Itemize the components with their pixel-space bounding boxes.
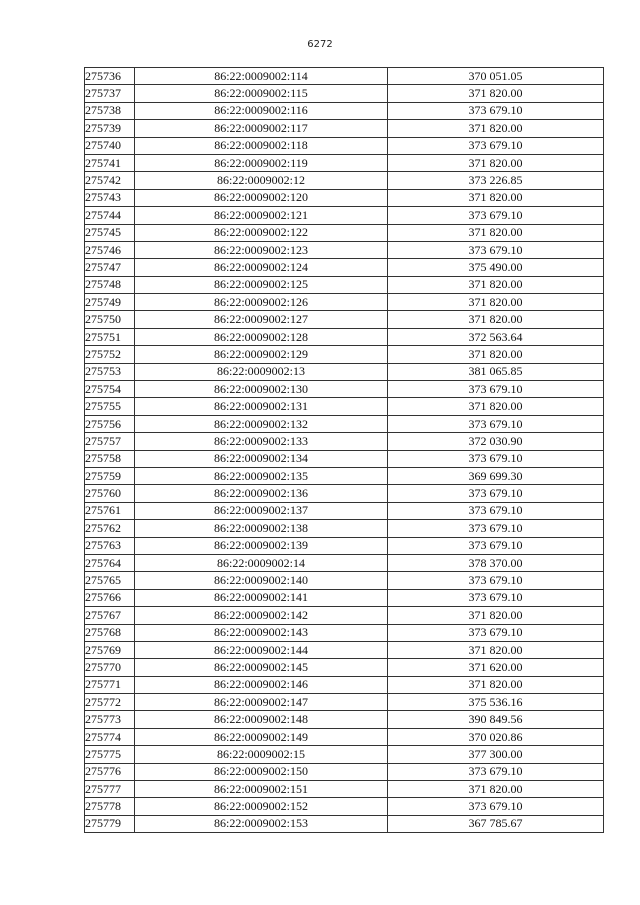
cadastral-value-cell: 373 679.10 — [388, 502, 604, 519]
table-row — [85, 311, 604, 328]
table-row — [85, 224, 604, 241]
table-row — [85, 728, 604, 745]
row-number-cell: 275758 — [85, 450, 135, 467]
table-row — [85, 415, 604, 432]
cadastral-value-cell: 371 820.00 — [388, 311, 604, 328]
row-number-cell: 275768 — [85, 624, 135, 641]
row-number-cell: 275779 — [85, 815, 135, 832]
cadastral-value-cell: 369 699.30 — [388, 467, 604, 484]
table-row — [85, 276, 604, 293]
cadastral-value-cell: 371 620.00 — [388, 659, 604, 676]
table-row — [85, 624, 604, 641]
cadastral-value-cell: 373 679.10 — [388, 520, 604, 537]
table-row — [85, 781, 604, 798]
table-body — [85, 68, 604, 833]
cadastral-number-cell: 86:22:0009002:153 — [135, 815, 388, 832]
table-row — [85, 659, 604, 676]
row-number-cell: 275760 — [85, 485, 135, 502]
cadastral-number-cell: 86:22:0009002:13 — [135, 363, 388, 380]
table-row — [85, 607, 604, 624]
table-row — [85, 259, 604, 276]
cadastral-value-table — [84, 67, 604, 833]
table-row — [85, 241, 604, 258]
row-number-cell: 275770 — [85, 659, 135, 676]
row-number-cell: 275754 — [85, 381, 135, 398]
cadastral-value-cell: 371 820.00 — [388, 676, 604, 693]
cadastral-value-cell: 371 820.00 — [388, 346, 604, 363]
table-row — [85, 172, 604, 189]
table-row — [85, 433, 604, 450]
table-row — [85, 102, 604, 119]
cadastral-value-cell: 373 226.85 — [388, 172, 604, 189]
cadastral-value-cell: 373 679.10 — [388, 450, 604, 467]
table-row — [85, 363, 604, 380]
cadastral-value-cell: 373 679.10 — [388, 102, 604, 119]
cadastral-value-cell: 373 679.10 — [388, 415, 604, 432]
cadastral-number-cell: 86:22:0009002:141 — [135, 589, 388, 606]
table-row — [85, 68, 604, 85]
cadastral-number-cell: 86:22:0009002:121 — [135, 207, 388, 224]
cadastral-number-cell: 86:22:0009002:143 — [135, 624, 388, 641]
cadastral-number-cell: 86:22:0009002:14 — [135, 554, 388, 571]
row-number-cell: 275747 — [85, 259, 135, 276]
cadastral-value-cell: 371 820.00 — [388, 398, 604, 415]
cadastral-value-cell: 377 300.00 — [388, 746, 604, 763]
cadastral-number-cell: 86:22:0009002:117 — [135, 120, 388, 137]
table-row — [85, 398, 604, 415]
table-row — [85, 485, 604, 502]
table-row — [85, 450, 604, 467]
row-number-cell: 275775 — [85, 746, 135, 763]
row-number-cell: 275778 — [85, 798, 135, 815]
cadastral-number-cell: 86:22:0009002:142 — [135, 607, 388, 624]
cadastral-number-cell: 86:22:0009002:131 — [135, 398, 388, 415]
cadastral-number-cell: 86:22:0009002:134 — [135, 450, 388, 467]
cadastral-number-cell: 86:22:0009002:15 — [135, 746, 388, 763]
cadastral-value-cell: 373 679.10 — [388, 572, 604, 589]
cadastral-number-cell: 86:22:0009002:120 — [135, 189, 388, 206]
table-row — [85, 502, 604, 519]
row-number-cell: 275742 — [85, 172, 135, 189]
row-number-cell: 275739 — [85, 120, 135, 137]
row-number-cell: 275745 — [85, 224, 135, 241]
cadastral-number-cell: 86:22:0009002:115 — [135, 85, 388, 102]
row-number-cell: 275753 — [85, 363, 135, 380]
row-number-cell: 275738 — [85, 102, 135, 119]
row-number-cell: 275759 — [85, 467, 135, 484]
cadastral-value-cell: 371 820.00 — [388, 607, 604, 624]
cadastral-value-cell: 371 820.00 — [388, 224, 604, 241]
cadastral-number-cell: 86:22:0009002:128 — [135, 328, 388, 345]
cadastral-number-cell: 86:22:0009002:145 — [135, 659, 388, 676]
cadastral-value-cell: 373 679.10 — [388, 241, 604, 258]
cadastral-value-cell: 371 820.00 — [388, 294, 604, 311]
table-row — [85, 676, 604, 693]
cadastral-number-cell: 86:22:0009002:123 — [135, 241, 388, 258]
page-number: 6272 — [307, 39, 333, 50]
cadastral-number-cell: 86:22:0009002:147 — [135, 694, 388, 711]
row-number-cell: 275748 — [85, 276, 135, 293]
table-row — [85, 189, 604, 206]
table-row — [85, 381, 604, 398]
row-number-cell: 275756 — [85, 415, 135, 432]
cadastral-value-cell: 371 820.00 — [388, 189, 604, 206]
cadastral-number-cell: 86:22:0009002:116 — [135, 102, 388, 119]
table-row — [85, 294, 604, 311]
row-number-cell: 275776 — [85, 763, 135, 780]
cadastral-number-cell: 86:22:0009002:125 — [135, 276, 388, 293]
cadastral-value-cell: 373 679.10 — [388, 137, 604, 154]
row-number-cell: 275746 — [85, 241, 135, 258]
cadastral-number-cell: 86:22:0009002:130 — [135, 381, 388, 398]
row-number-cell: 275771 — [85, 676, 135, 693]
cadastral-number-cell: 86:22:0009002:140 — [135, 572, 388, 589]
cadastral-value-cell: 371 820.00 — [388, 276, 604, 293]
table-row — [85, 520, 604, 537]
cadastral-value-cell: 373 679.10 — [388, 485, 604, 502]
table-row — [85, 711, 604, 728]
cadastral-number-cell: 86:22:0009002:132 — [135, 415, 388, 432]
cadastral-value-cell: 372 030.90 — [388, 433, 604, 450]
row-number-cell: 275769 — [85, 641, 135, 658]
cadastral-value-cell: 367 785.67 — [388, 815, 604, 832]
row-number-cell: 275765 — [85, 572, 135, 589]
row-number-cell: 275741 — [85, 154, 135, 171]
row-number-cell: 275752 — [85, 346, 135, 363]
cadastral-number-cell: 86:22:0009002:129 — [135, 346, 388, 363]
row-number-cell: 275750 — [85, 311, 135, 328]
cadastral-number-cell: 86:22:0009002:114 — [135, 68, 388, 85]
cadastral-number-cell: 86:22:0009002:152 — [135, 798, 388, 815]
row-number-cell: 275761 — [85, 502, 135, 519]
table-row — [85, 694, 604, 711]
row-number-cell: 275772 — [85, 694, 135, 711]
row-number-cell: 275744 — [85, 207, 135, 224]
table-row — [85, 85, 604, 102]
cadastral-number-cell: 86:22:0009002:124 — [135, 259, 388, 276]
row-number-cell: 275743 — [85, 189, 135, 206]
row-number-cell: 275737 — [85, 85, 135, 102]
table-row — [85, 154, 604, 171]
table-row — [85, 328, 604, 345]
cadastral-number-cell: 86:22:0009002:148 — [135, 711, 388, 728]
table-row — [85, 572, 604, 589]
row-number-cell: 275764 — [85, 554, 135, 571]
table-row — [85, 641, 604, 658]
table-row — [85, 798, 604, 815]
cadastral-number-cell: 86:22:0009002:135 — [135, 467, 388, 484]
cadastral-value-cell: 371 820.00 — [388, 120, 604, 137]
table-row — [85, 746, 604, 763]
cadastral-value-cell: 371 820.00 — [388, 154, 604, 171]
cadastral-value-cell: 390 849.56 — [388, 711, 604, 728]
cadastral-value-cell: 373 679.10 — [388, 381, 604, 398]
row-number-cell: 275777 — [85, 781, 135, 798]
cadastral-value-cell: 370 020.86 — [388, 728, 604, 745]
row-number-cell: 275751 — [85, 328, 135, 345]
row-number-cell: 275763 — [85, 537, 135, 554]
cadastral-number-cell: 86:22:0009002:118 — [135, 137, 388, 154]
cadastral-number-cell: 86:22:0009002:136 — [135, 485, 388, 502]
row-number-cell: 275749 — [85, 294, 135, 311]
cadastral-number-cell: 86:22:0009002:133 — [135, 433, 388, 450]
cadastral-number-cell: 86:22:0009002:119 — [135, 154, 388, 171]
cadastral-number-cell: 86:22:0009002:146 — [135, 676, 388, 693]
cadastral-number-cell: 86:22:0009002:138 — [135, 520, 388, 537]
cadastral-value-cell: 378 370.00 — [388, 554, 604, 571]
table-row — [85, 589, 604, 606]
row-number-cell: 275774 — [85, 728, 135, 745]
cadastral-value-cell: 373 679.10 — [388, 763, 604, 780]
cadastral-number-cell: 86:22:0009002:151 — [135, 781, 388, 798]
cadastral-value-cell: 373 679.10 — [388, 207, 604, 224]
cadastral-number-cell: 86:22:0009002:144 — [135, 641, 388, 658]
row-number-cell: 275755 — [85, 398, 135, 415]
row-number-cell: 275773 — [85, 711, 135, 728]
cadastral-number-cell: 86:22:0009002:122 — [135, 224, 388, 241]
row-number-cell: 275740 — [85, 137, 135, 154]
row-number-cell: 275766 — [85, 589, 135, 606]
table-row — [85, 763, 604, 780]
row-number-cell: 275736 — [85, 68, 135, 85]
cadastral-value-cell: 373 679.10 — [388, 624, 604, 641]
cadastral-value-cell: 373 679.10 — [388, 589, 604, 606]
cadastral-number-cell: 86:22:0009002:149 — [135, 728, 388, 745]
cadastral-value-cell: 371 820.00 — [388, 85, 604, 102]
row-number-cell: 275757 — [85, 433, 135, 450]
cadastral-value-cell: 371 820.00 — [388, 641, 604, 658]
cadastral-value-cell: 373 679.10 — [388, 798, 604, 815]
cadastral-value-cell: 373 679.10 — [388, 537, 604, 554]
cadastral-number-cell: 86:22:0009002:127 — [135, 311, 388, 328]
table-row — [85, 467, 604, 484]
table-row — [85, 815, 604, 832]
cadastral-value-cell: 375 536.16 — [388, 694, 604, 711]
cadastral-number-cell: 86:22:0009002:150 — [135, 763, 388, 780]
cadastral-value-cell: 371 820.00 — [388, 781, 604, 798]
table-row — [85, 537, 604, 554]
cadastral-value-cell: 370 051.05 — [388, 68, 604, 85]
cadastral-value-cell: 375 490.00 — [388, 259, 604, 276]
row-number-cell: 275762 — [85, 520, 135, 537]
cadastral-number-cell: 86:22:0009002:126 — [135, 294, 388, 311]
cadastral-number-cell: 86:22:0009002:12 — [135, 172, 388, 189]
table-row — [85, 554, 604, 571]
table-row — [85, 137, 604, 154]
table-row — [85, 207, 604, 224]
cadastral-value-cell: 381 065.85 — [388, 363, 604, 380]
row-number-cell: 275767 — [85, 607, 135, 624]
cadastral-number-cell: 86:22:0009002:137 — [135, 502, 388, 519]
table-row — [85, 346, 604, 363]
cadastral-value-cell: 372 563.64 — [388, 328, 604, 345]
cadastral-number-cell: 86:22:0009002:139 — [135, 537, 388, 554]
table-row — [85, 120, 604, 137]
